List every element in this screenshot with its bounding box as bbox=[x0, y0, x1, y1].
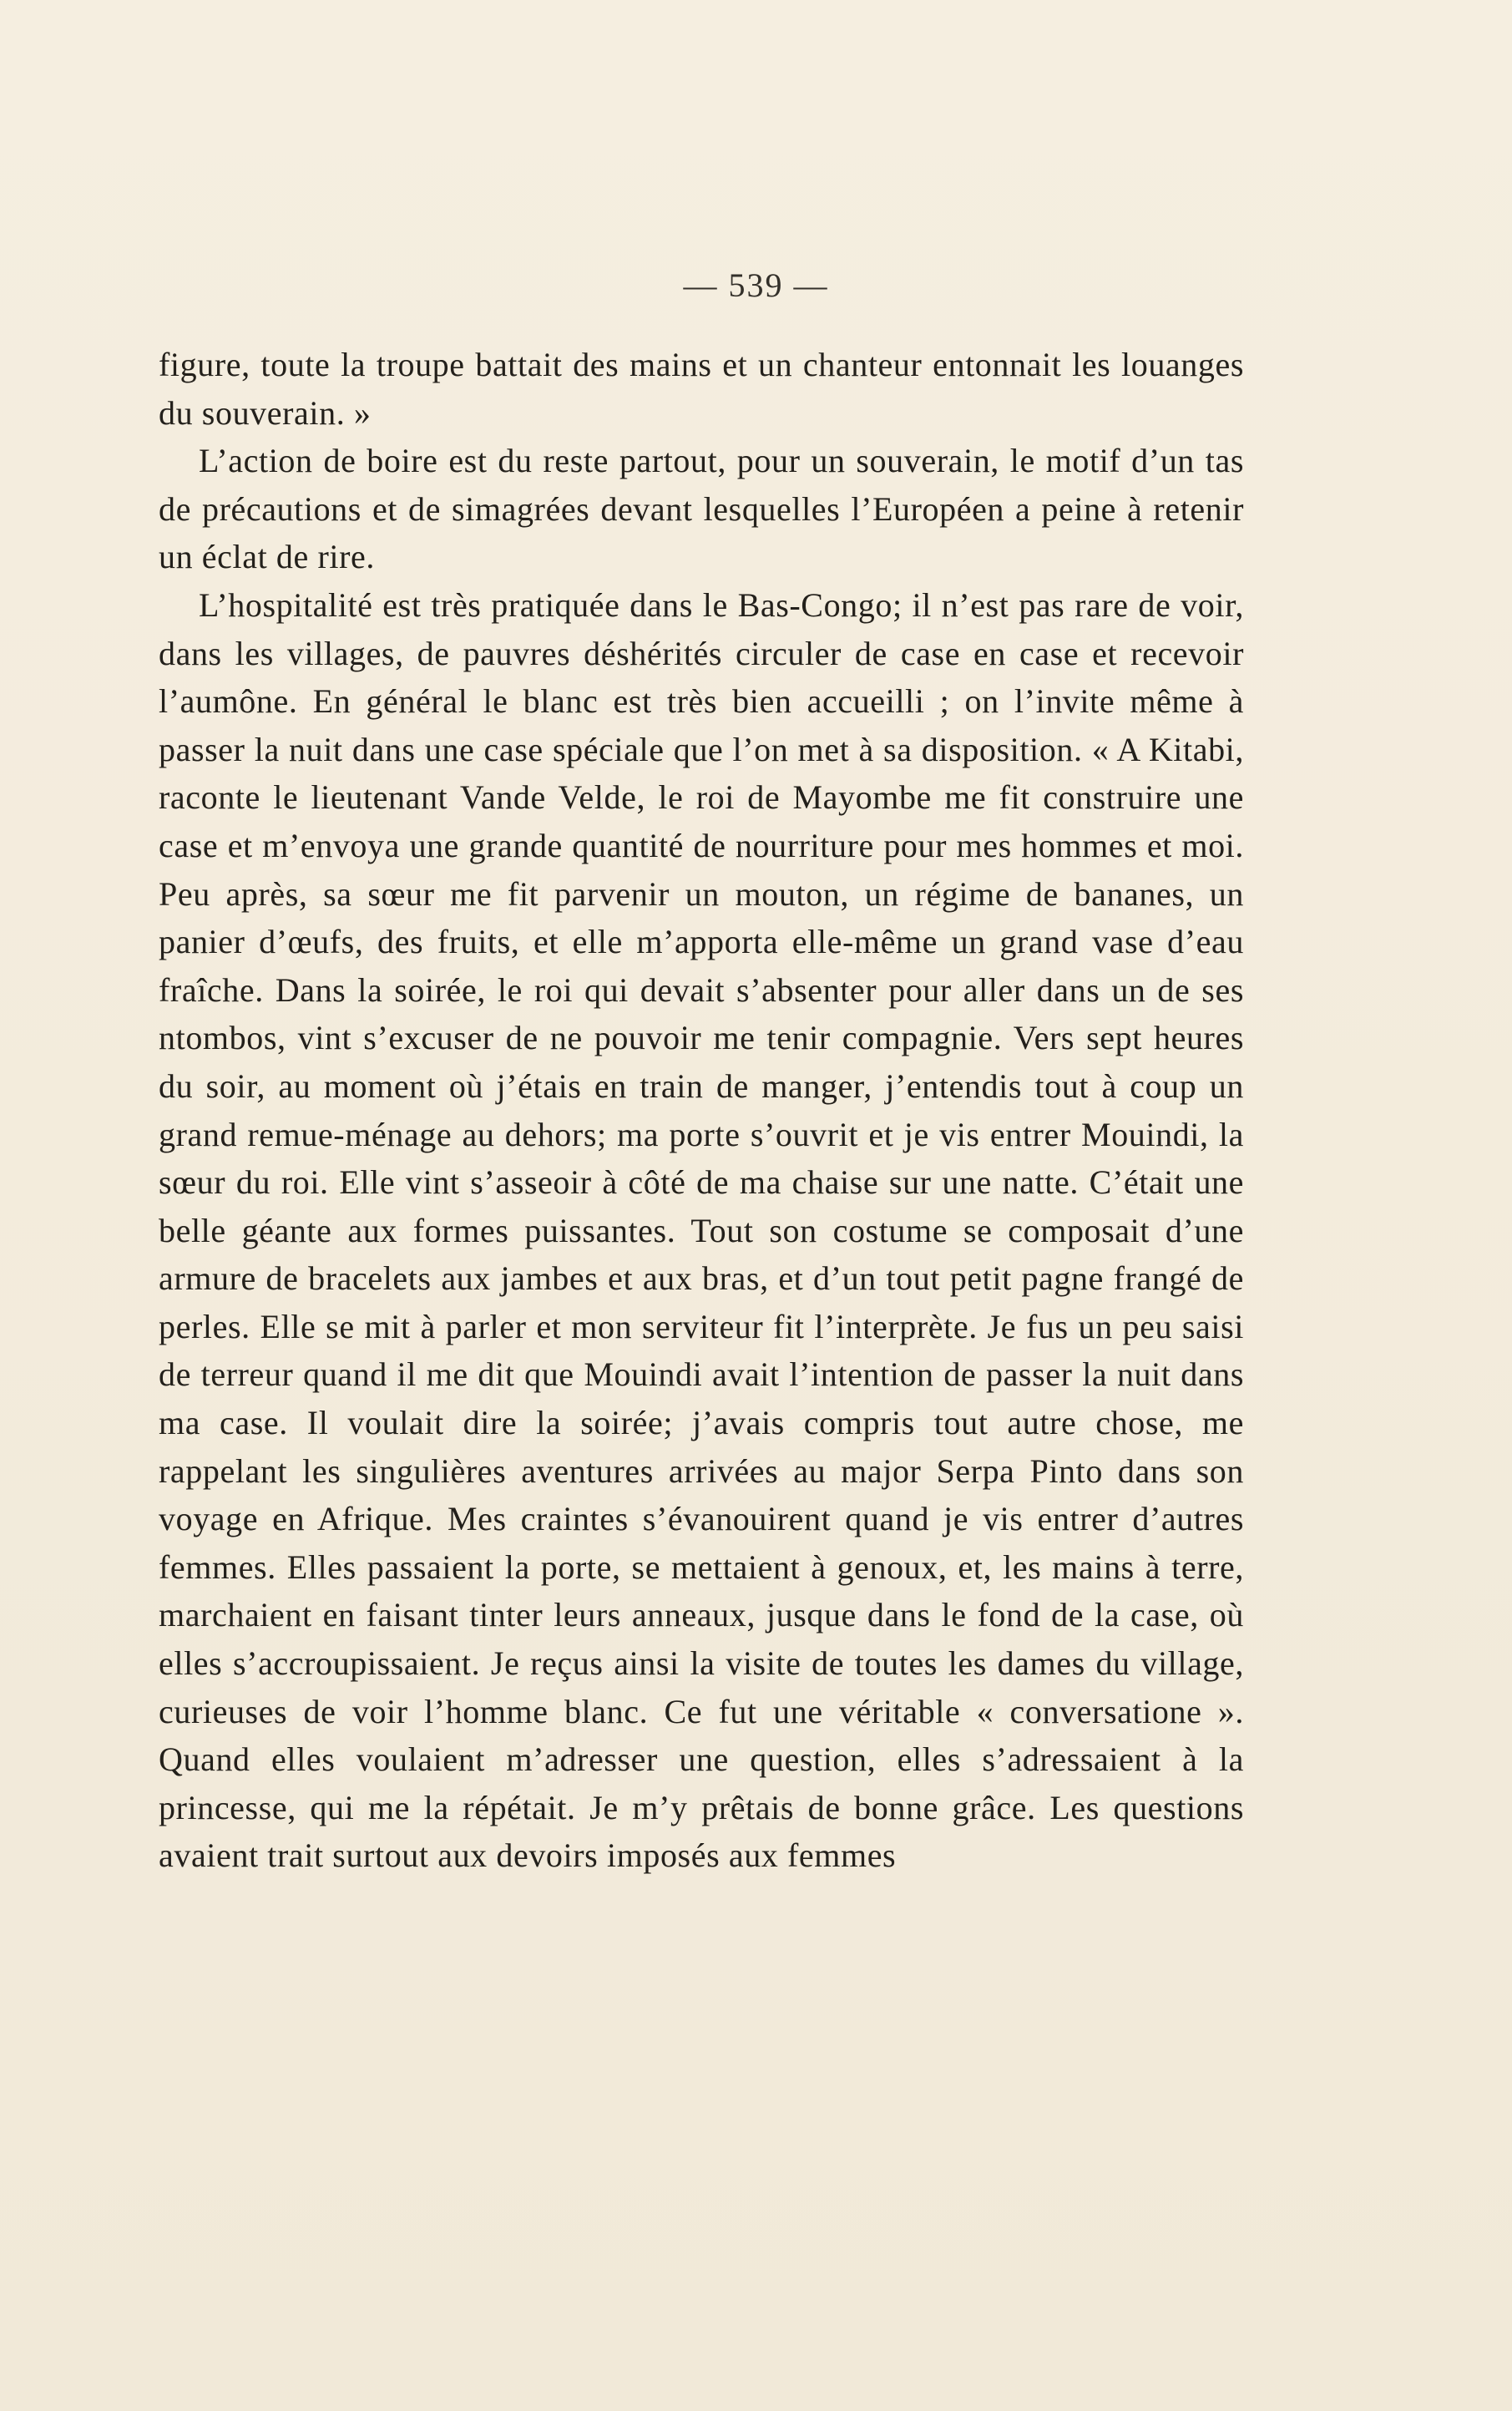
page-number: — 539 — bbox=[683, 266, 829, 304]
paragraph-continuation: figure, toute la troupe battait des mains et un chanteur entonnait les louanges du souverain. » bbox=[159, 346, 1244, 432]
paragraph-drinking-ritual: L’action de boire est du reste partout, pour un souverain, le motif d’un tas de précautions et de simagrées devant lesquelles l’Européen a peine à retenir un éclat de rire. bbox=[159, 442, 1244, 576]
paragraph-hospitality: L’hospitalité est très pratiquée dans le Bas-Congo; il n’est pas rare de voir, dans les villages, de pauvres déshérités circuler de case en case et recevoir l’aumône. En général le blanc est très bien accueilli ; on l’invite même à passer la nuit dans une case spéciale que l’on met à sa disposition. « A Kitabi, raconte le lieutenant Vande Velde, le roi de Mayombe me fit construire une case et m’envoya une grande quantité de nourriture pour mes hommes et moi. Peu après, sa sœur me fit parvenir un mouton, un régime de bananes, un panier d’œufs, des fruits, et elle m’apporta elle-même un grand vase d’eau fraîche. Dans la soirée, le roi qui devait s’absenter pour aller dans un de ses ntombos, vint s’excuser de ne pouvoir me tenir compagnie. Vers sept heures du soir, au moment où j’étais en train de manger, j’entendis tout à coup un grand remue-ménage au dehors; ma porte s’ouvrit et je vis entrer Mouindi, la sœur du roi. Elle vint s’asseoir à côté de ma chaise sur une natte. C’était une belle géante aux formes puissantes. Tout son costume se composait d’une armure de bracelets aux jambes et aux bras, et d’un tout petit pagne frangé de perles. Elle se mit à parler et mon serviteur fit l’interprète. Je fus un peu saisi de terreur quand il me dit que Mouindi avait l’intention de passer la nuit dans ma case. Il voulait dire la soirée; j’avais compris tout autre chose, me rappelant les singulières aventures arrivées au major Serpa Pinto dans son voyage en Afrique. Mes craintes s’évanouirent quand je vis entrer d’autres femmes. Elles passaient la porte, se mettaient à genoux, et, les mains à terre, marchaient en faisant tinter leurs anneaux, jusque dans le fond de la case, où elles s’accroupissaient. Je reçus ainsi la visite de toutes les dames du village, curieuses de voir l’homme blanc. Ce fut une véritable « conversatione ». Quand elles voulaient m’adresser une question, elles s’adressaient à la princesse, qui me la répétait. Je m’y prêtais de bonne grâce. Les questions avaient trait surtout aux devoirs imposés aux femmes bbox=[159, 585, 1244, 1875]
body-text bbox=[159, 341, 1244, 1880]
